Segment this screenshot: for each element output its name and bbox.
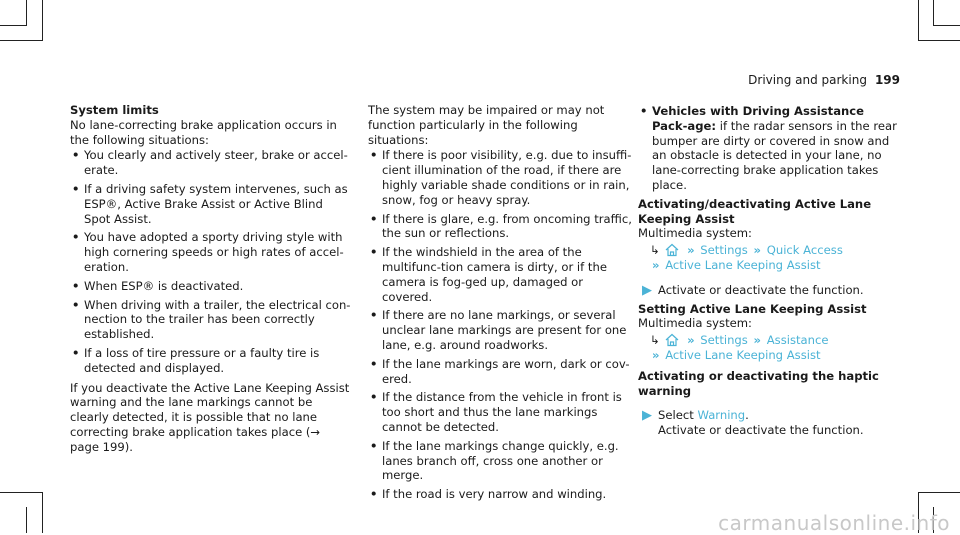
home-icon <box>665 333 679 347</box>
return-arrow-icon: ↳ <box>650 333 660 348</box>
instruction-step <box>638 408 900 438</box>
crop-mark <box>934 25 960 26</box>
list-item: • When driving with a trailer, the electrical con-nection to the trailer has been correctly established. <box>70 298 352 342</box>
crop-mark <box>42 0 43 41</box>
punctuation: . <box>745 408 749 423</box>
play-arrow-icon: ▶ <box>642 408 652 424</box>
column-3 <box>638 103 900 438</box>
column-1 <box>70 103 352 455</box>
crop-mark <box>42 492 43 533</box>
menu-item-settings[interactable]: Settings <box>700 243 748 258</box>
system-label: Multimedia system: <box>638 226 752 241</box>
section-heading: Setting Active Lane Keeping Assist <box>638 301 867 316</box>
crop-mark <box>918 492 960 493</box>
watermark: carmanualsonline.info <box>718 511 950 535</box>
chevron-right-icon: » <box>753 243 762 258</box>
chevron-right-icon: » <box>687 333 695 348</box>
crop-mark <box>918 40 960 41</box>
item-text: if the radar sensors in the rear bumper are dirty or covered in snow and an obstacle is detected in your lane, no lane-correcting brake application takes place. <box>652 118 897 192</box>
list-item: • If the lane markings are worn, dark or cov-ered. <box>368 357 632 387</box>
menu-item-active-lane-keeping-assist[interactable]: Active Lane Keeping Assist <box>665 347 821 362</box>
crop-mark <box>26 507 27 533</box>
section-heading: Activating/deactivating Active Lane Keeping Assist <box>638 196 872 226</box>
instruction-step <box>638 283 900 298</box>
list-item <box>638 104 900 193</box>
list-item: • If the windshield in the area of the multifunc-tion camera is dirty, or if the camera is fog-ged up, damaged or covered. <box>368 245 632 304</box>
home-icon <box>665 243 679 257</box>
bullet-list <box>638 104 900 193</box>
bullet-list <box>70 148 352 375</box>
list-item: • You have adopted a sporty driving style with high cornering speeds or high rates of accel-eration. <box>70 230 352 274</box>
chevron-right-icon: » <box>687 243 695 258</box>
crop-mark <box>933 0 934 26</box>
list-item: • When ESP® is deactivated. <box>70 279 352 294</box>
menu-path <box>638 333 900 363</box>
list-item: • If the distance from the vehicle in front is too short and thus the lane markings cannot be detected. <box>368 390 632 434</box>
step-text: Activate or deactivate the function. <box>658 282 864 297</box>
step-text: Select <box>658 408 694 423</box>
list-item: • If the lane markings change quickly, e.g. lanes branch off, cross one another or merge. <box>368 439 632 483</box>
section-title: Driving and parking <box>748 73 867 87</box>
menu-item-quick-access[interactable]: Quick Access <box>766 243 843 258</box>
section-heading: Activating or deactivating the haptic warning <box>638 368 879 398</box>
system-label: Multimedia system: <box>638 316 752 331</box>
menu-path <box>638 243 900 273</box>
menu-item-active-lane-keeping-assist[interactable]: Active Lane Keeping Assist <box>665 257 821 272</box>
running-header <box>748 73 900 88</box>
chevron-right-icon: » <box>652 347 660 362</box>
bold-label: Vehicles with Driving Assistance Pack-age: <box>652 104 865 133</box>
crop-mark <box>0 40 42 41</box>
list-item: • If a loss of tire pressure or a faulty tire is detected and displayed. <box>70 346 352 376</box>
list-item: • If the road is very narrow and winding. <box>368 487 632 502</box>
list-item: • If there is poor visibility, e.g. due to insuffi-cient illumination of the road, if there are highly variable shade conditions or in rain, snow, fog or heavy spray. <box>368 148 632 207</box>
intro-text: No lane-correcting brake application occurs in the following situations: <box>70 117 337 147</box>
step-text: Activate or deactivate the function. <box>658 423 864 438</box>
page-number: 199 <box>874 73 900 87</box>
play-arrow-icon: ▶ <box>642 282 652 298</box>
crop-mark <box>0 25 26 26</box>
chevron-right-icon: » <box>753 333 762 348</box>
list-item: • If there is glare, e.g. from oncoming traffic, the sun or reflections. <box>368 212 632 242</box>
note-text: If you deactivate the Active Lane Keeping Assist warning and the lane markings cannot be clearly detected, it is possible that no lane correcting brake application takes place (→ page 199). <box>70 380 350 454</box>
crop-mark <box>26 0 27 26</box>
section-heading: System limits <box>70 103 159 117</box>
crop-mark <box>918 0 919 41</box>
menu-item-warning[interactable]: Warning <box>697 408 746 423</box>
intro-text: The system may be impaired or may not function particularly in the following situations: <box>368 103 605 147</box>
list-item: • If there are no lane markings, or several unclear lane markings are present for one lane, e.g. around roadworks. <box>368 308 632 352</box>
menu-item-settings[interactable]: Settings <box>700 333 748 348</box>
list-item: • You clearly and actively steer, brake or accel-erate. <box>70 148 352 178</box>
return-arrow-icon: ↳ <box>650 243 660 258</box>
list-item: • If a driving safety system intervenes, such as ESP®, Active Brake Assist or Active Blind Spot Assist. <box>70 182 352 226</box>
column-2 <box>368 103 632 502</box>
menu-item-assistance[interactable]: Assistance <box>766 333 829 348</box>
chevron-right-icon: » <box>652 257 660 272</box>
crop-mark <box>0 492 42 493</box>
bullet-list <box>368 148 632 502</box>
